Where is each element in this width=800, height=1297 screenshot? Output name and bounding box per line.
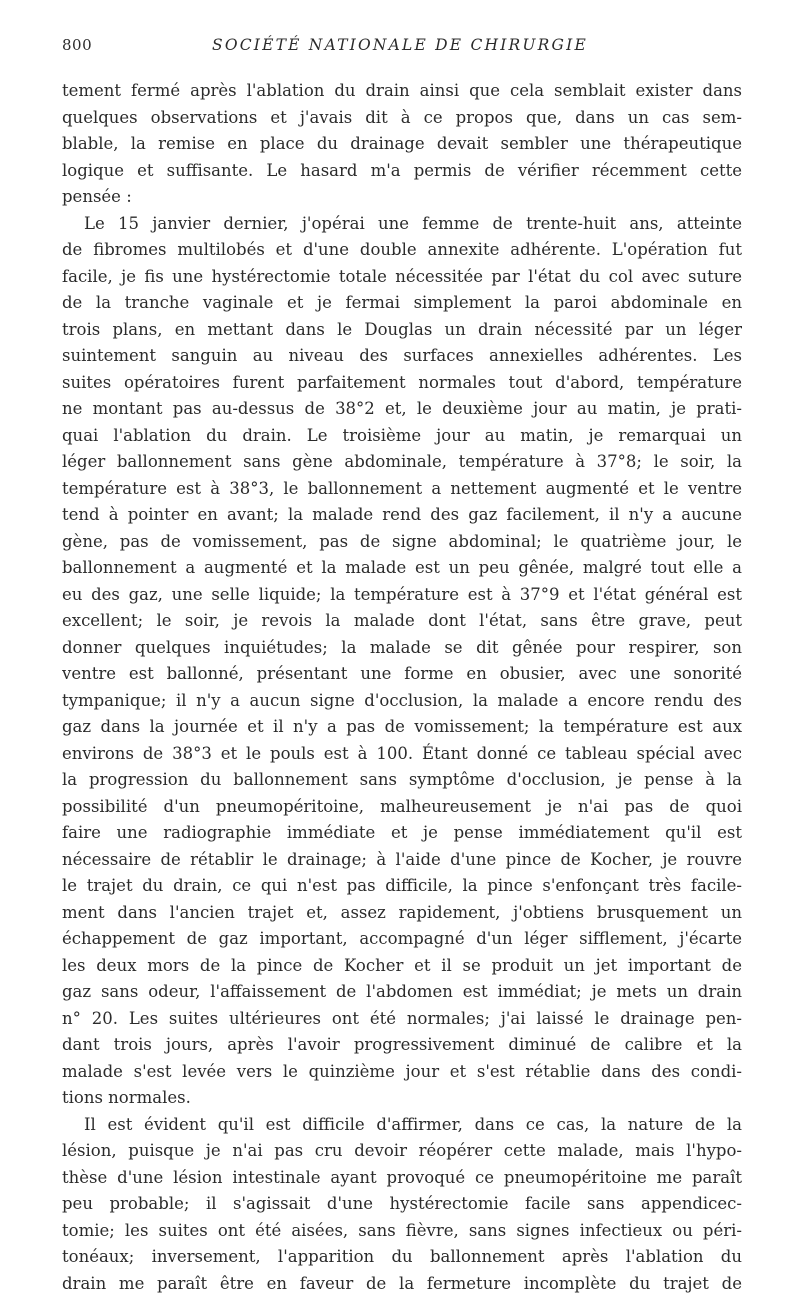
text-line: environs de 38°3 et le pouls est à 100. Étant donné ce tableau spécial avec [62,741,742,768]
text-line: possibilité d'un pneumopéritoine, malheureusement je n'ai pas de quoi [62,794,742,821]
text-line: dant trois jours, après l'avoir progressivement diminué de calibre et la [62,1032,742,1059]
text-line: donner quelques inquiétudes; la malade se dit gênée pour respirer, son [62,635,742,662]
page-number: 800 [62,36,92,54]
text-line: lésion, puisque je n'ai pas cru devoir réopérer cette malade, mais l'hypo- [62,1138,742,1165]
text-line: quai l'ablation du drain. Le troisième jour au matin, je remarquai un [62,423,742,450]
text-line: gaz dans la journée et il n'y a pas de vomissement; la température est aux [62,714,742,741]
text-line: thèse d'une lésion intestinale ayant provoqué ce pneumopéritoine me paraît [62,1165,742,1192]
text-line: température est à 38°3, le ballonnement a nettement augmenté et le ventre [62,476,742,503]
page-header [62,36,742,60]
text-line: n° 20. Les suites ultérieures ont été normales; j'ai laissé le drainage pen- [62,1006,742,1033]
text-line: de la tranche vaginale et je fermai simplement la paroi abdominale en [62,290,742,317]
text-line: tympanique; il n'y a aucun signe d'occlusion, la malade a encore rendu des [62,688,742,715]
text-line: Il est évident qu'il est difficile d'affirmer, dans ce cas, la nature de la [62,1112,742,1139]
text-line: faire une radiographie immédiate et je pense immédiatement qu'il est [62,820,742,847]
text-line: Le 15 janvier dernier, j'opérai une femme de trente-huit ans, atteinte [62,211,742,238]
text-line: peu probable; il s'agissait d'une hystérectomie facile sans appendicec- [62,1191,742,1218]
text-line: suintement sanguin au niveau des surfaces annexielles adhérentes. Les [62,343,742,370]
text-line: gène, pas de vomissement, pas de signe abdominal; le quatrième jour, le [62,529,742,556]
text-line: la progression du ballonnement sans symptôme d'occlusion, je pense à la [62,767,742,794]
running-title: SOCIÉTÉ NATIONALE DE CHIRURGIE [212,36,588,54]
text-line: gaz sans odeur, l'affaissement de l'abdomen est immédiat; je mets un drain [62,979,742,1006]
text-line: pensée : [62,184,742,211]
text-line: nécessaire de rétablir le drainage; à l'aide d'une pince de Kocher, je rouvre [62,847,742,874]
text-line: tement fermé après l'ablation du drain ainsi que cela semblait exister dans [62,78,742,105]
text-line: quelques observations et j'avais dit à ce propos que, dans un cas sem- [62,105,742,132]
text-line: trois plans, en mettant dans le Douglas un drain nécessité par un léger [62,317,742,344]
text-line: ne montant pas au-dessus de 38°2 et, le deuxième jour au matin, je prati- [62,396,742,423]
text-line: drain me paraît être en faveur de la fermeture incomplète du trajet de [62,1271,742,1297]
text-line: facile, je fis une hystérectomie totale nécessitée par l'état du col avec suture [62,264,742,291]
text-line: blable, la remise en place du drainage devait sembler une thérapeutique [62,131,742,158]
text-line: ballonnement a augmenté et la malade est un peu gênée, malgré tout elle a [62,555,742,582]
text-line: tomie; les suites ont été aisées, sans fièvre, sans signes infectieux ou péri- [62,1218,742,1245]
text-line: les deux mors de la pince de Kocher et il se produit un jet important de [62,953,742,980]
text-line: ment dans l'ancien trajet et, assez rapidement, j'obtiens brusquement un [62,900,742,927]
text-line: tions normales. [62,1085,742,1112]
text-line: de fibromes multilobés et d'une double annexite adhérente. L'opération fut [62,237,742,264]
text-line: le trajet du drain, ce qui n'est pas difficile, la pince s'enfonçant très facile- [62,873,742,900]
text-line: excellent; le soir, je revois la malade dont l'état, sans être grave, peut [62,608,742,635]
text-line: suites opératoires furent parfaitement normales tout d'abord, température [62,370,742,397]
text-line: malade s'est levée vers le quinzième jour et s'est rétablie dans des condi- [62,1059,742,1086]
text-line: léger ballonnement sans gène abdominale, température à 37°8; le soir, la [62,449,742,476]
text-line: échappement de gaz important, accompagné d'un léger sifflement, j'écarte [62,926,742,953]
text-line: tend à pointer en avant; la malade rend des gaz facilement, il n'y a aucune [62,502,742,529]
body-text [62,78,742,1297]
text-line: ventre est ballonné, présentant une forme en obusier, avec une sonorité [62,661,742,688]
text-line: tonéaux; inversement, l'apparition du ballonnement après l'ablation du [62,1244,742,1271]
text-line: eu des gaz, une selle liquide; la température est à 37°9 et l'état général est [62,582,742,609]
text-line: logique et suffisante. Le hasard m'a permis de vérifier récemment cette [62,158,742,185]
